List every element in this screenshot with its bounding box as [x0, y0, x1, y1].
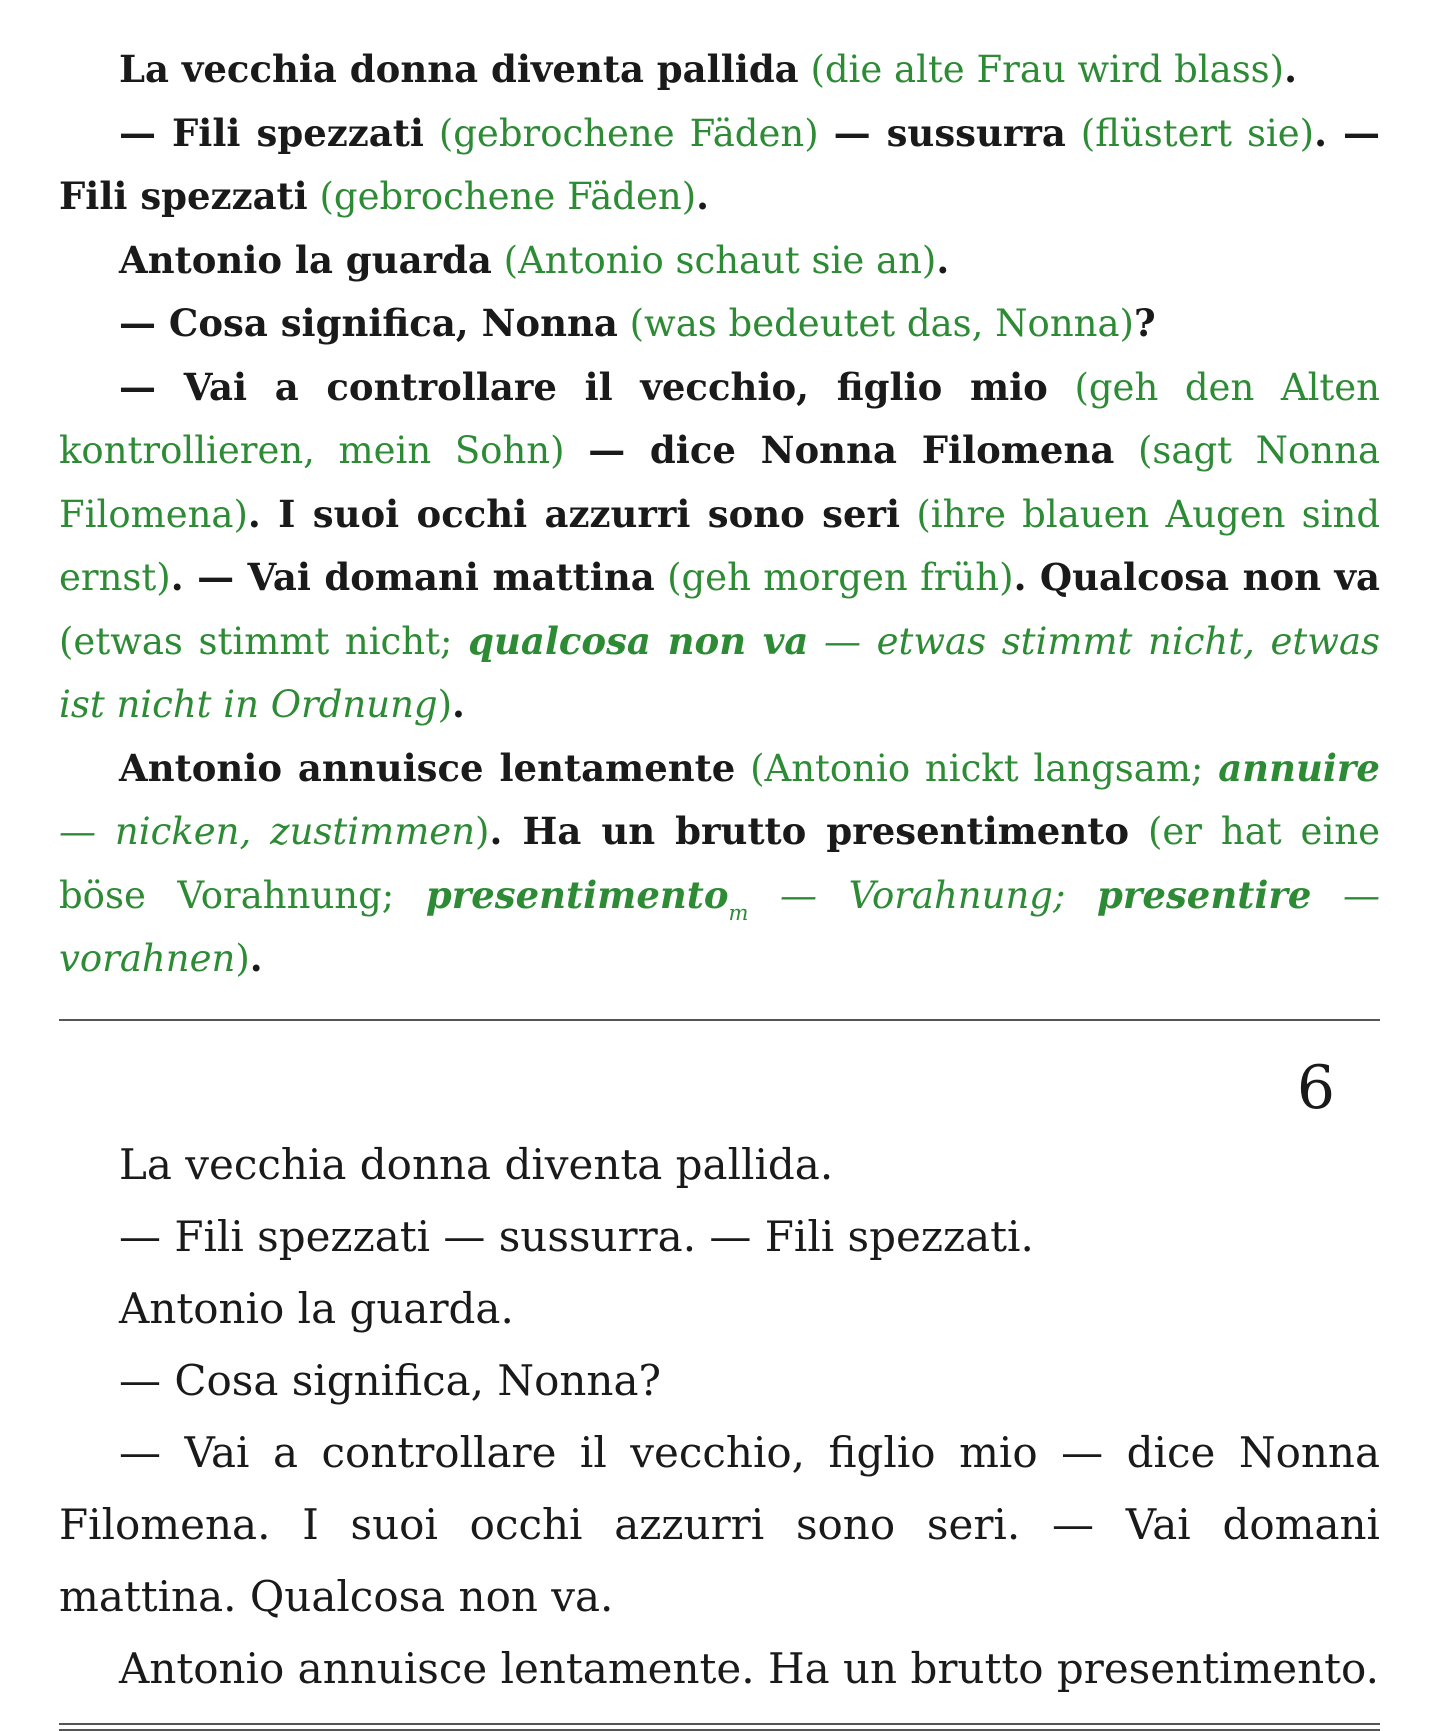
annotated-paragraph-6 — [59, 737, 1380, 991]
italian-phrase: — dice Nonna Filomena — [588, 428, 1115, 472]
plain-text — [59, 1129, 1380, 1705]
vocabulary-gloss: — Vorahnung; — [780, 873, 1066, 917]
chapter-number: 6 — [1296, 1052, 1335, 1123]
vocabulary-headword: presentimento — [425, 872, 729, 917]
italian-phrase: . Ha un brutto presentimento — [489, 809, 1130, 853]
german-translation: (ihre blauen Augen sind ernst) — [59, 492, 1381, 599]
annotated-paragraph-4 — [59, 292, 1380, 356]
german-translation: (geh morgen früh) — [667, 556, 1014, 599]
german-translation: (sagt Nonna Filomena) — [59, 429, 1380, 536]
annotated-paragraph-3 — [59, 229, 1380, 293]
translation-text: ) — [437, 683, 453, 726]
plain-paragraph-5: — Vai a controllare il vecchio, figlio mio — dice Nonna Filomena. I suoi occhi azzurri sono seri. — Vai domani mattina. Qualcosa non va. — [59, 1427, 1380, 1621]
italian-phrase: — sussurra — [833, 110, 1066, 155]
vocabulary-gloss: — etwas stimmt nicht, etwas ist nicht in Ordnung — [59, 619, 1381, 726]
italian-phrase: . I suoi occhi azzurri sono seri — [247, 491, 901, 536]
annotated-paragraph-1 — [59, 38, 1380, 102]
italian-phrase: — Cosa significa, Nonna — [119, 301, 618, 345]
section-divider — [59, 1019, 1380, 1021]
italian-phrase: Antonio annuisce lentamente — [119, 745, 736, 790]
italian-phrase: Antonio la guarda — [119, 237, 492, 282]
german-translation: (gebrochene Fäden) — [438, 111, 819, 155]
annotated-paragraph-2 — [59, 102, 1380, 229]
italian-phrase: — Fili spezzati — [119, 110, 424, 155]
plain-paragraph-1: La vecchia donna diventa pallida. — [119, 1139, 834, 1189]
italian-phrase: . Qualcosa non va — [1013, 555, 1380, 599]
vocabulary-gloss: — nicken, zustimmen — [59, 810, 476, 853]
annotated-paragraph-5 — [59, 356, 1380, 737]
german-translation: (die alte Frau wird blass) — [810, 48, 1285, 91]
italian-phrase: — Vai a controllare il vecchio, figlio mio — [119, 364, 1048, 409]
vocabulary-headword: annuire — [1218, 745, 1380, 790]
vocabulary-gloss: — vorahnen — [59, 873, 1380, 980]
vocabulary-headword: qualcosa non va — [468, 618, 809, 663]
german-translation: (geh den Alten kontrollieren, mein Sohn) — [59, 365, 1380, 472]
italian-phrase: La vecchia donna diventa pallida — [119, 47, 799, 91]
book-page — [59, 38, 1380, 1731]
translation-text: (etwas stimmt nicht; — [59, 619, 453, 663]
punctuation: . — [936, 237, 950, 282]
german-translation: (flüstert sie) — [1080, 111, 1315, 155]
german-translation — [59, 620, 1380, 727]
plain-paragraph-4: — Cosa significa, Nonna? — [119, 1355, 662, 1405]
vocabulary-headword: presentire — [1097, 872, 1312, 917]
punctuation: . — [249, 936, 263, 980]
italian-phrase: . — Fili spezzati — [59, 110, 1381, 218]
punctuation: . — [696, 174, 710, 218]
punctuation: . — [1284, 47, 1297, 91]
translation-text: ) — [235, 937, 250, 980]
gender-marker: m — [728, 900, 749, 925]
translation-text: (Antonio nickt langsam; — [750, 746, 1204, 790]
annotated-text — [59, 38, 1380, 991]
plain-paragraph-6: Antonio annuisce lentamente. Ha un brutto presentimento. — [119, 1643, 1379, 1693]
italian-phrase: . — Vai domani mattina — [170, 555, 655, 599]
translation-text: ) — [475, 810, 490, 853]
punctuation: . — [452, 682, 465, 726]
german-translation: (gebrochene Fäden) — [319, 175, 697, 218]
german-translation: (Antonio schaut sie an) — [503, 238, 937, 282]
plain-paragraph-2: — Fili spezzati — sussurra. — Fili spezzati. — [119, 1211, 1034, 1261]
translation-text: (er hat eine böse Vorahnung; — [59, 810, 1381, 917]
punctuation: ? — [1134, 301, 1156, 345]
plain-paragraph-3: Antonio la guarda. — [119, 1283, 514, 1333]
german-translation: (was bedeutet das, Nonna) — [629, 302, 1134, 345]
